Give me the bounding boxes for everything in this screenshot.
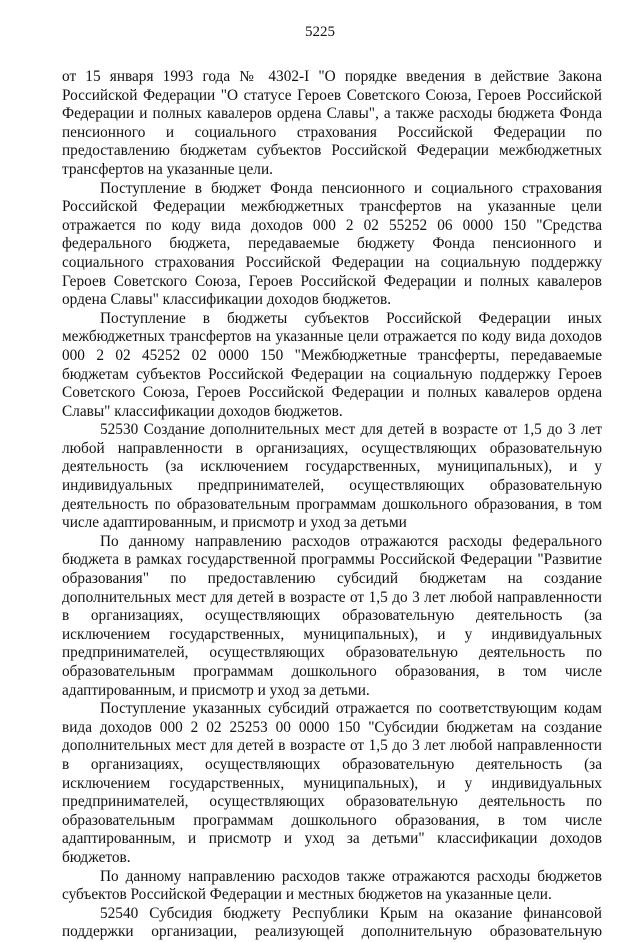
paragraph-code-52530-heading: 52530 Создание дополнительных мест для детей в возрасте от 1,5 до 3 лет любой направленности в организациях, осуществляющих образовательную деятельность (за исключением государственных, муниципальных), и у индивидуальных предпринимателей, осуществляющих образовательную деятельность по образовательным программам дошкольного образования, в том числе адаптированным, и присмотр и уход за детьми: [62, 421, 602, 532]
document-body: [62, 68, 602, 942]
paragraph-continuation: от 15 января 1993 года № 4302-I "О порядке введения в действие Закона Российской Федерации "О статусе Героев Советского Союза, Героев Российской Федерации и полных кавалеров ордена Славы", а также расходы бюджета Фонда пенсионного и социального страхования Российской Федерации по предоставлению бюджетам субъектов Российской Федерации межбюджетных трансфертов на указанные цели.: [62, 68, 602, 178]
paragraph-code-52530-also: По данному направлению расходов также отражаются расходы бюджетов субъектов Российской Федерации и местных бюджетов на указанные цели.: [62, 867, 602, 904]
paragraph-code-52540-heading: 52540 Субсидия бюджету Республики Крым на оказание финансовой поддержки организации, реализующей дополнительную образовательную: [62, 904, 602, 941]
paragraph-regional-receipt: Поступление в бюджеты субъектов Российской Федерации иных межбюджетных трансфертов на указанные цели отражается по коду вида доходов 000 2 02 45252 02 0000 150 "Межбюджетные трансферты, передаваемые бюджетам субъектов Российской Федерации на социальную поддержку Героев Советского Союза, Героев Российской Федерации и полных кавалеров ордена Славы" классификации доходов бюджетов.: [62, 309, 602, 420]
paragraph-pension-fund-receipt: Поступление в бюджет Фонда пенсионного и социального страхования Российской Федерации межбюджетных трансфертов на указанные цели отражается по коду вида доходов 000 2 02 55252 06 0000 150 "Средства федерального бюджета, передаваемые бюджету Фонда пенсионного и социального страхования Российской Федерации на социальную поддержку Героев Советского Союза, Героев Российской Федерации и полных кавалеров ордена Славы" классификации доходов бюджетов.: [62, 179, 602, 309]
paragraph-code-52530-expenses: По данному направлению расходов отражаются расходы федерального бюджета в рамках государственной программы Российской Федерации "Развитие образования" по предоставлению субсидий бюджетам на создание дополнительных мест для детей в возрасте от 1,5 до 3 лет любой направленности в организациях, осуществляющих образовательную деятельность (за исключением государственных, муниципальных), и у индивидуальных предпринимателей, осуществляющих образовательную деятельность по образовательным программам дошкольного образования, в том числе адаптированным, и присмотр и уход за детьми.: [62, 532, 602, 699]
paragraph-code-52530-receipt: Поступление указанных субсидий отражается по соответствующим кодам вида доходов 000 2 02 25253 00 0000 150 "Субсидии бюджетам на создание дополнительных мест для детей в возрасте от 1,5 до 3 лет любой направленности в организациях, осуществляющих образовательную деятельность (за исключением государственных, муниципальных), и у индивидуальных предпринимателей, осуществляющих образовательную деятельность по образовательным программам дошкольного образования, в том числе адаптированным, и присмотр и уход за детьми" классификации доходов бюджетов.: [62, 700, 602, 866]
page-number: 5225: [305, 24, 335, 40]
